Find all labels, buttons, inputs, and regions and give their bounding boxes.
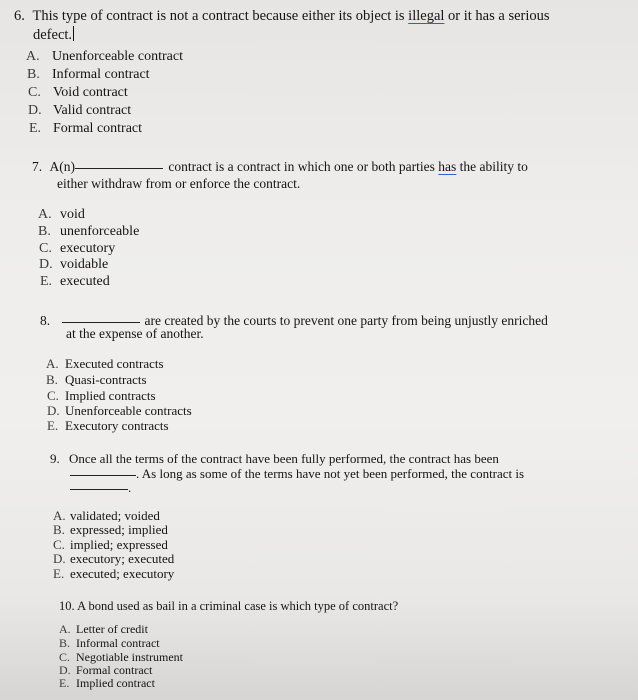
option-letter: D. bbox=[39, 257, 53, 272]
option-text: implied; expressed bbox=[70, 537, 168, 552]
question-number: 7. bbox=[32, 159, 43, 174]
answer-blank bbox=[70, 488, 128, 490]
question-number: 8. bbox=[40, 313, 51, 328]
q8-option-e[interactable] bbox=[47, 419, 169, 432]
question-text: defect. bbox=[33, 27, 73, 43]
option-text: void bbox=[60, 207, 85, 222]
q7-option-d[interactable] bbox=[39, 258, 108, 272]
option-text: executed bbox=[60, 274, 110, 289]
option-letter: C. bbox=[53, 537, 65, 552]
q6-option-c[interactable] bbox=[28, 86, 128, 100]
question-6-line-2 bbox=[33, 26, 74, 43]
question-10-line-1 bbox=[59, 600, 398, 613]
q10-option-a[interactable] bbox=[59, 623, 148, 635]
option-text: voidable bbox=[60, 257, 109, 272]
option-text: executory; executed bbox=[70, 551, 175, 566]
option-letter: B. bbox=[38, 224, 51, 239]
q10-option-e[interactable] bbox=[59, 677, 155, 689]
question-text: the ability to bbox=[459, 159, 528, 174]
question-text: A(n) bbox=[49, 159, 75, 174]
option-letter: E. bbox=[53, 566, 65, 581]
q6-option-e[interactable] bbox=[29, 122, 142, 136]
option-text: Negotiable instrument bbox=[76, 650, 183, 664]
option-letter: C. bbox=[39, 241, 52, 256]
answer-blank bbox=[75, 167, 163, 169]
option-text: Quasi-contracts bbox=[65, 372, 147, 387]
option-text: Formal contract bbox=[53, 121, 143, 136]
option-text: executed; executory bbox=[70, 566, 175, 581]
option-text: Implied contracts bbox=[65, 388, 156, 403]
option-letter: C. bbox=[59, 650, 71, 664]
option-letter: D. bbox=[47, 403, 60, 418]
option-letter: A. bbox=[53, 508, 66, 523]
question-number: 6. bbox=[14, 8, 25, 24]
question-number: 10. bbox=[59, 599, 75, 613]
option-text: Formal contract bbox=[76, 663, 153, 677]
option-text: Letter of credit bbox=[76, 622, 148, 636]
question-9-line-2 bbox=[70, 467, 524, 480]
underlined-word: illegal bbox=[408, 8, 445, 24]
q7-option-a[interactable] bbox=[38, 208, 85, 222]
option-letter: E. bbox=[59, 676, 70, 690]
option-text: Void contract bbox=[53, 85, 128, 100]
question-6-line-1 bbox=[14, 9, 550, 24]
question-text: . bbox=[128, 480, 132, 495]
question-number: 9. bbox=[50, 451, 60, 466]
question-text: contract is a contract in which one or both parties bbox=[168, 159, 435, 174]
q7-option-b[interactable] bbox=[38, 225, 139, 239]
option-text: Unenforceable contracts bbox=[65, 403, 192, 418]
question-9-line-3 bbox=[70, 481, 131, 494]
q10-option-b[interactable] bbox=[59, 637, 160, 649]
q9-option-e[interactable] bbox=[53, 567, 174, 580]
option-letter: C. bbox=[28, 85, 41, 100]
q9-option-a[interactable] bbox=[53, 509, 160, 522]
question-text: . As long as some of the terms have not yet been performed, the contract is bbox=[136, 466, 525, 481]
q10-option-c[interactable] bbox=[59, 651, 183, 663]
question-9-line-1 bbox=[50, 452, 499, 465]
option-letter: D. bbox=[59, 663, 71, 677]
option-text: Informal contract bbox=[76, 636, 160, 650]
answer-blank bbox=[70, 474, 136, 476]
option-text: Informal contract bbox=[52, 67, 150, 82]
q7-option-e[interactable] bbox=[40, 275, 110, 289]
option-letter: E. bbox=[29, 121, 42, 136]
q7-option-c[interactable] bbox=[39, 242, 115, 256]
question-8-line-2 bbox=[66, 327, 204, 341]
q8-option-d[interactable] bbox=[47, 404, 192, 417]
option-text: unenforceable bbox=[60, 224, 140, 239]
q9-option-c[interactable] bbox=[53, 538, 168, 551]
option-letter: D. bbox=[53, 551, 66, 566]
option-letter: A. bbox=[59, 622, 71, 636]
option-letter: A. bbox=[38, 207, 52, 222]
question-7-line-2 bbox=[57, 177, 300, 191]
q6-option-d[interactable] bbox=[28, 104, 131, 118]
q8-option-b[interactable] bbox=[46, 373, 147, 386]
option-text: Executory contracts bbox=[65, 418, 169, 433]
q10-option-d[interactable] bbox=[59, 664, 152, 676]
answer-blank bbox=[62, 321, 140, 323]
q6-option-a[interactable] bbox=[26, 50, 183, 64]
option-letter: B. bbox=[53, 522, 65, 537]
question-text: Once all the terms of the contract have been fully performed, the contract has been bbox=[69, 451, 499, 466]
option-text: validated; voided bbox=[70, 508, 160, 523]
option-text: Unenforceable contract bbox=[52, 49, 183, 64]
question-7-line-1 bbox=[32, 160, 528, 174]
question-text: A bond used as bail in a criminal case is which type of contract? bbox=[77, 599, 399, 613]
question-text: at the expense of another. bbox=[66, 326, 204, 341]
text-cursor bbox=[73, 26, 74, 41]
option-letter: B. bbox=[46, 372, 58, 387]
option-text: Valid contract bbox=[53, 103, 132, 118]
option-text: executory bbox=[60, 241, 116, 256]
option-letter: C. bbox=[47, 388, 59, 403]
option-letter: B. bbox=[27, 67, 40, 82]
question-text: either withdraw from or enforce the contract. bbox=[57, 176, 301, 191]
option-letter: A. bbox=[26, 49, 40, 64]
option-letter: D. bbox=[28, 103, 42, 118]
option-text: Executed contracts bbox=[65, 356, 164, 371]
question-text: are created by the courts to prevent one party from being unjustly enriched bbox=[144, 313, 548, 328]
option-letter: A. bbox=[46, 356, 59, 371]
option-letter: B. bbox=[59, 636, 71, 650]
q8-option-c[interactable] bbox=[47, 389, 156, 402]
underlined-word: has bbox=[438, 159, 457, 174]
q6-option-b[interactable] bbox=[27, 68, 150, 82]
q9-option-b[interactable] bbox=[53, 523, 168, 536]
q9-option-d[interactable] bbox=[53, 552, 174, 565]
question-text: This type of contract is not a contract because either its object is bbox=[32, 8, 405, 24]
q8-option-a[interactable] bbox=[46, 357, 164, 370]
question-text: or it has a serious bbox=[448, 8, 550, 24]
option-text: Implied contract bbox=[76, 676, 155, 690]
option-text: expressed; implied bbox=[70, 522, 168, 537]
option-letter: E. bbox=[47, 418, 59, 433]
option-letter: E. bbox=[40, 274, 53, 289]
